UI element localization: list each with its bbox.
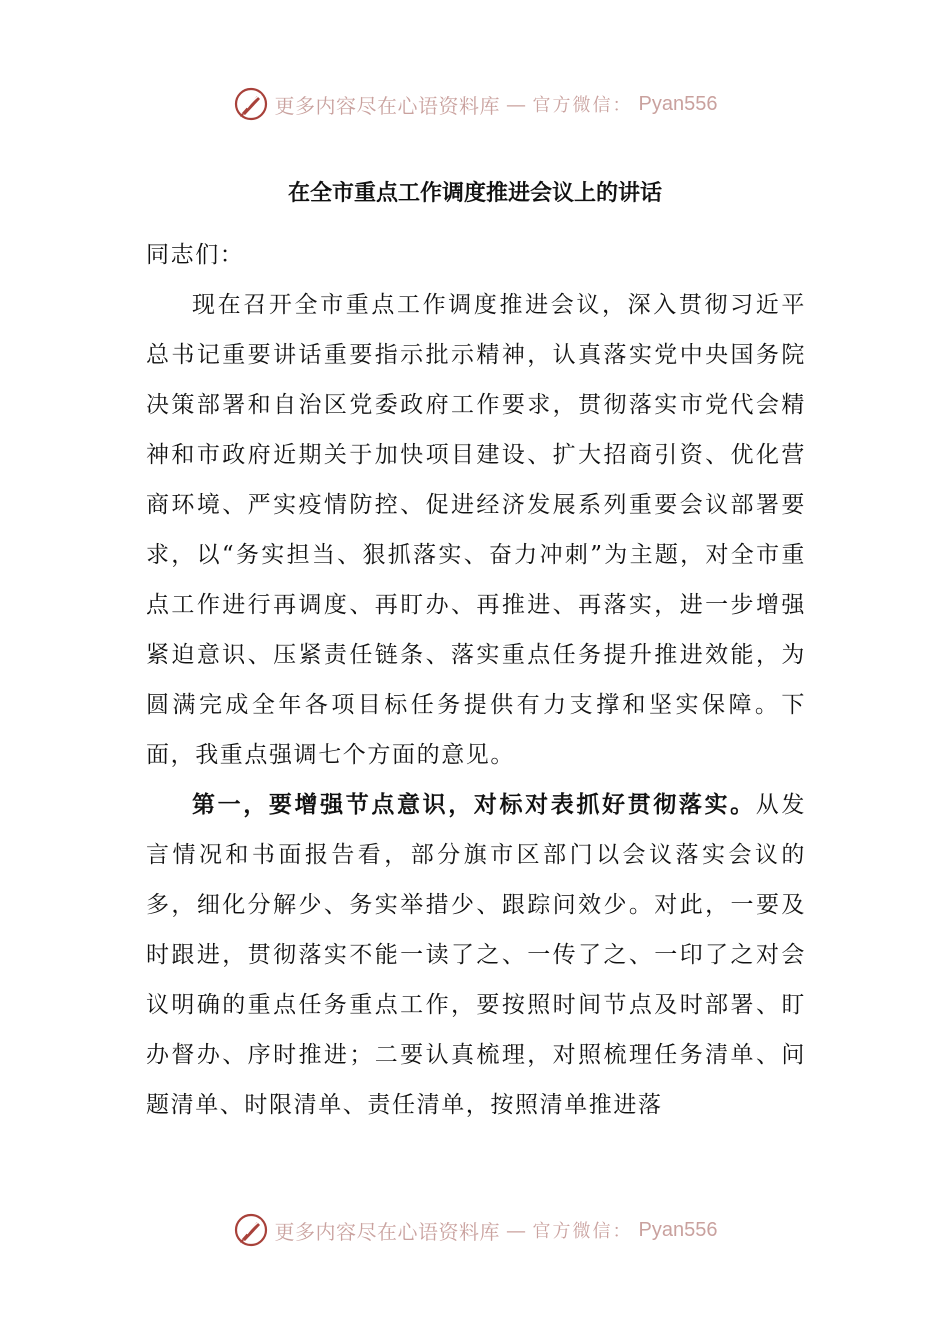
watermark-wechat-id: Pyan556	[638, 92, 718, 115]
salutation: 同志们：	[146, 242, 245, 268]
watermark-separator: —	[506, 92, 527, 116]
pen-logo-icon	[233, 86, 269, 122]
section-1-body: 从发言情况和书面报告看，部分旗市区部门以会议落实会议的多，细化分解少、务实举措少、跟踪问效少。对此，一要及时跟进，贯彻落实不能一读了之、一传了之、一印了之对会议明确的重点任务重点工作，要按照时间节点及时部署、盯办督办、序时推进；二要认真梳理，对照梳理任务清单、问题清单、时限清单、责任清单，按照清单推进落	[146, 792, 807, 1118]
intro-paragraph: 现在召开全市重点工作调度推进会议，深入贯彻习近平总书记重要讲话重要指示批示精神，认真落实党中央国务院决策部署和自治区党委政府工作要求，贯彻落实市党代会精神和市政府近期关于加快项目建设、扩大招商引资、优化营商环境、严实疫情防控、促进经济发展系列重要会议部署要求，以“务实担当、狠抓落实、奋力冲刺”为主题，对全市重点工作进行再调度、再盯办、再推进、再落实，进一步增强紧迫意识、压紧责任链条、落实重点任务提升推进效能，为圆满完成全年各项目标任务提供有力支撑和坚实保障。下面，我重点强调七个方面的意见。	[146, 292, 806, 768]
header-watermark	[0, 84, 950, 124]
document-title: 在全市重点工作调度推进会议上的讲话	[287, 181, 662, 206]
pen-logo-icon	[233, 1212, 269, 1248]
watermark-wechat-id: Pyan556	[638, 1218, 718, 1241]
watermark-separator: —	[506, 1218, 527, 1242]
watermark-wechat-label: 官方微信：	[532, 1221, 633, 1242]
section-1-paragraph	[146, 780, 806, 1130]
section-1-heading: 第一，要增强节点意识，对标对表抓好贯彻落实。	[192, 792, 756, 818]
watermark-text: 更多内容尽在心语资料库	[274, 93, 501, 118]
footer-watermark	[0, 1210, 950, 1250]
watermark-wechat-label: 官方微信：	[532, 95, 633, 116]
watermark-text: 更多内容尽在心语资料库	[274, 1219, 501, 1244]
document-body	[146, 230, 806, 1130]
